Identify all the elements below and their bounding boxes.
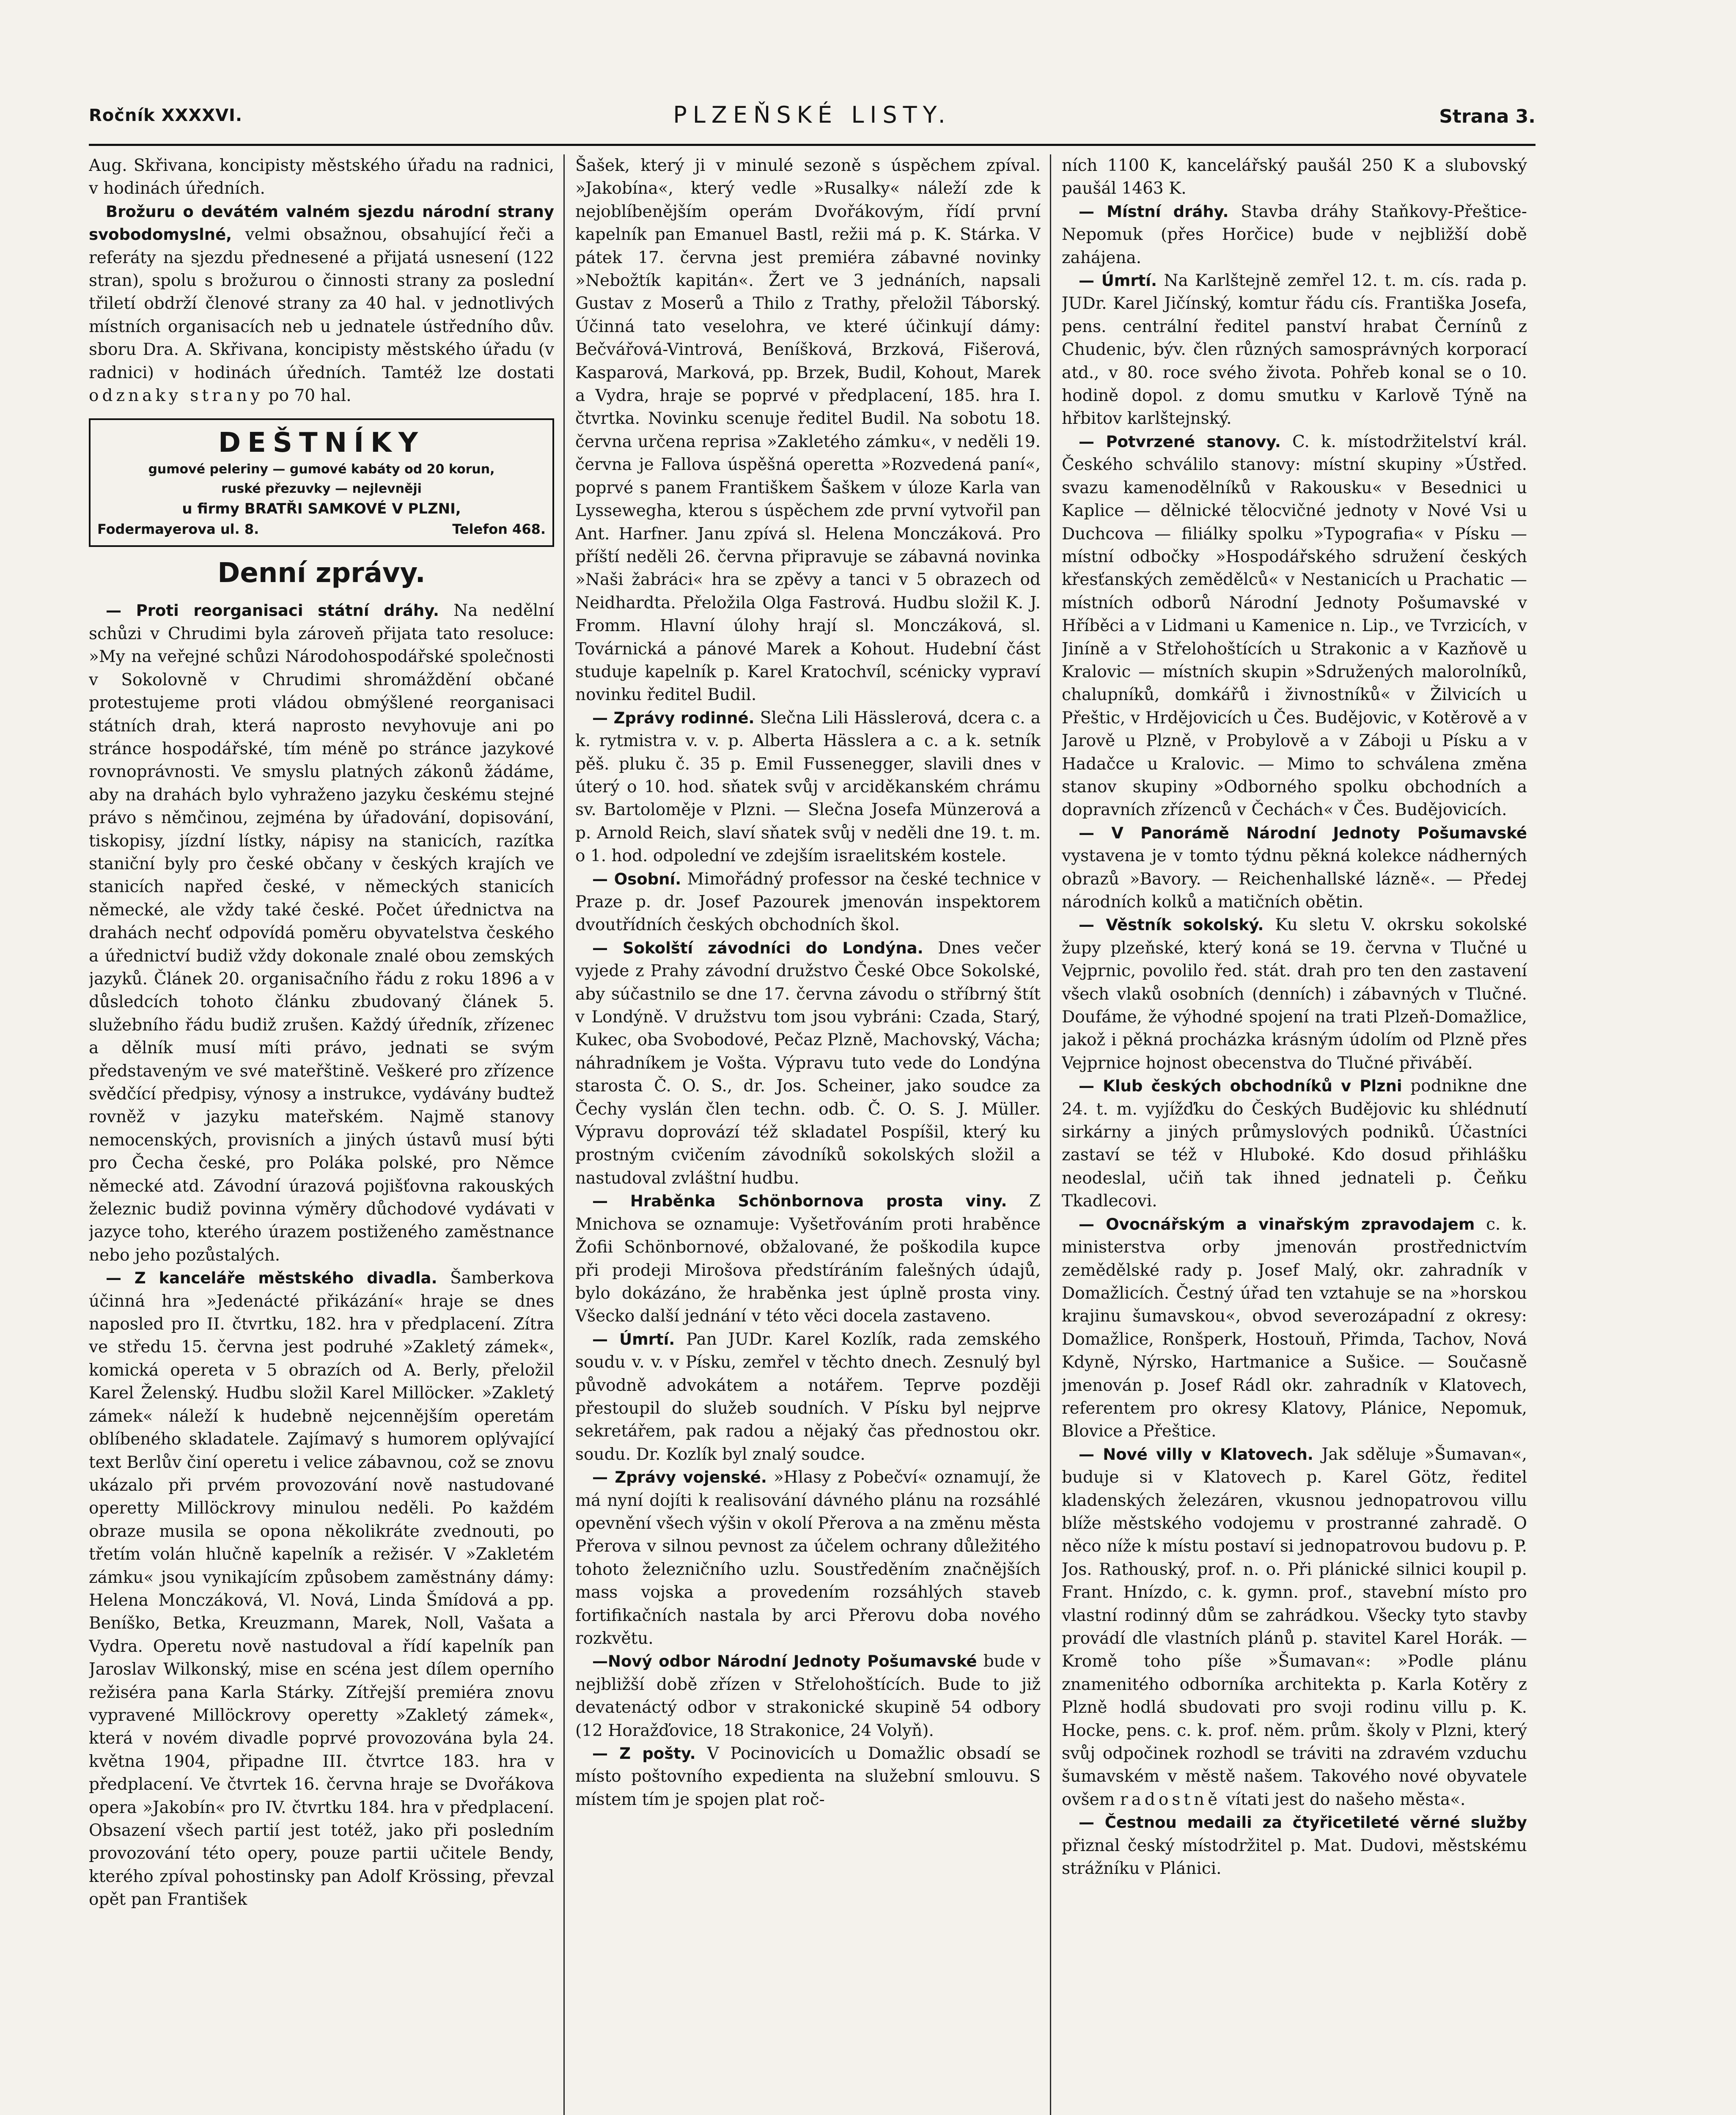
news-item [1062,914,1527,1075]
page-header [89,102,1535,146]
article-body: velmi obsažnou, obsahující řeči a referáty na sjezdu přednesené a přijatá usnesení (122 stran), spolu s brožurou o činnosti strany za poslední třiletí obdrží členové strany za 40 hal. v jednotlivých místních organisacích neb u jednatele ústředního dův. sboru Dra. A. Skřivana, koncipisty městského úřadu (v radnici) v hodinách úředních. Tamtéž lze dostati [89,225,554,382]
ad-address: Fodermayerova ul. 8. [97,521,259,538]
column-divider-2 [1050,154,1051,2115]
news-item [575,707,1041,868]
news-item [575,1650,1041,1742]
news-body: Slečna Lili Hässlerová, dcera c. a k. rytmistra v. v. p. Alberta Hässlera a c. a k. setník pěš. pluku č. 35 p. Emil Fussenegger, slavili dnes v úterý o 10. hod. sňatek svůj v arciděkanském chrámu sv. Bartoloměje v Plzni. — Slečna Josefa Münzerová a p. Arnold Reich, slaví sňatek svůj v neděli dne 19. t. m. o 1. hod. odpolední ve zdejším israelitském kostele. [575,708,1041,866]
news-heading: — Z pošty. [592,1744,696,1763]
news-body: Pan JUDr. Karel Kozlík, rada zemského soudu v. v. v Písku, zemřel v těchto dnech. Zesnulý byl původně advokátem a notářem. Teprve později přestoupil do služeb soudních. V Písku byl nejprve sekretářem, pak radou a nějaký čas přednostou okr. soudu. Dr. Kozlík byl znalý soudce. [575,1329,1041,1464]
news-body: Z Mnichova se oznamuje: Vyšetřováním proti hraběnce Žofii Schönbornové, obžalované, že poškodila kupce při prodeji Mirošova předstíráním falešných údajů, bylo dokázáno, že hraběnka jest úplně prosta viny. Všecko další jednání v této věci docela zastaveno. [575,1192,1041,1326]
news-body: Na nedělní schůzi v Chrudimi byla zároveň přijata tato resoluce: »My na veřejné schůzi Národohospodářské společnosti v Sokolovně v Chrudimi shromáždění občané protestujeme proti vládou obmýšlené reorganisaci státních drah, která naprosto nevyhovuje ani po stránce hospodářské, tím méně po stránce jazykové rovnoprávnosti. Ve smyslu platných zákonů žádáme, aby na drahách bylo vyhraženo jazyku českému stejné právo s němčinou, zejména by úřadování, dopisování, tiskopisy, jízdní lístky, nápisy na stanicích, razítka staniční byly pro české občany v českých krajích ve stanicích napřed české, v německých stanicích německé, ale vždy také české. Počet úřednictva na drahách nechť odpovídá poměru obyvatelstva českého a úřednictví budiž vždy dokonale znalé obou zemských jazyků. Článek 20. organisačního řádu z roku 1896 a v důsledcích tohoto článku zbudovaný článek 5. služebního řádu budiž zrušen. Každý úředník, zřízenec a dělník musí míti právo, jednati se svým představeným ve své mateřštině. Veškeré pro zřízence svědčící předpisy, výnosy a instrukce, vydávány budtež rovněž v jazyku mateřském. Najmě stanovy nemocenských, provisních a jiných ústavů musí býti pro Čecha české, pro Poláka polské, pro Němce německé atd. Závodní úrazová pojišťovna rakouských železnic budiž povinna výměry důchodové vydávati v jazyce toho, kterého úrazem postiženého zaměstnance nebo jeho pozůstalých. [89,601,554,1265]
ad-title: DEŠTNÍKY [218,427,425,459]
news-item [1062,201,1527,269]
article-brochure [89,201,554,408]
news-item [1062,1811,1527,1880]
volume-label: Ročník XXXXVI. [89,106,243,125]
news-body: Jak sděluje »Šumavan«, buduje si v Klatovech p. Karel Götz, ředitel kladenských železáren, vkusnou jednopatrovou villu blíže městského vodojemu v prostranné zahradě. O něco níže k místu postaví si jednopatrovou budovu p. P. Jos. Rathouský, prof. n. o. Při plánické silnici koupil p. Frant. Hnízdo, c. k. gymn. prof., stavební místo pro vlastní rodinný dům se zahrádkou. Všecky tyto stavby provádí dle vlastních plánů p. stavitel Karel Horák. — Kromě toho píše »Šumavan«: »Podle plánu znamenitého odborníka architekta p. Karla Kotěry z Plzně hodlá sbudovati pro svoji rodinu villu p. K. Hocke, pens. c. k. prof. něm. prům. školy v Plzni, který svůj odpočinek rozhodl se tráviti na zdravém vzduchu šumavském v městě našem. Takového nové obyvatele ovšem [1062,1445,1527,1809]
news-item [1062,1075,1527,1213]
news-heading: — Zprávy rodinné. [592,709,755,727]
news-body: přiznal český místodržitel p. Mat. Dudovi, městskému strážníku v Plánici. [1062,1836,1527,1879]
news-item [1062,822,1527,914]
news-body: »Hlasy z Pobečví« oznamují, že má nyní dojíti k realisování dávného plánu na rozsáhlé opevnění všech výšin v okolí Přerova a na změnu města Přerova v silnou pevnost za účelem ochrany důležitého tohoto železničního uzlu. Soustředěním značnějších mass vojska a provedením rozsáhlých staveb fortifikačních nastala by arci Přerovu doba nového rozkvětu. [575,1468,1041,1648]
column-divider-1 [563,154,565,2115]
spaced-text: odznaky strany [89,386,264,406]
news-item [575,937,1041,1190]
news-item [575,1190,1041,1328]
news-heading: — Nové villy v Klatovech. [1079,1445,1313,1464]
column-3 [1062,154,1527,2115]
news-body: vystavena je v tomto týdnu pěkná kolekce nádherných obrazů »Bavory. — Reichenhallské lázně«. — Předej národních kolků a matičních obětin. [1062,846,1527,912]
article-continuation: Šašek, který ji v minulé sezoně s úspěchem zpíval. »Jakobína«, který vedle »Rusalky« náleží zde k nejoblíbenějším operám Dvořákovým, řídí první kapelník pan Emanuel Bastl, režii má p. K. Stárka. V pátek 17. června jest premiéra zábavné novinky »Nebožtík kapitán«. Žert ve 3 jednáních, napsali Gustav z Moserů a Thilo z Trathy, přeložil Táborský. Účinná tato veselohra, ve které účinkují dámy: Bečvářová-Vintrová, Beníšková, Brzková, Fišerová, Kasparová, Marková, pp. Brzek, Budil, Kohout, Marek a Vydra, hraje se poprvé v předplacení, 185. hra I. čtvrtka. Novinku scenuje ředitel Budil. Na sobotu 18. června určena reprisa »Zakletého zámku«, v neděli 19. června je Fallova úspěšná operetta »Rozvedená paní«, poprvé s panem Františkem Šaškem v úloze Karla van Lyssewegha, kterou s úspěchem zde první vytvořil pan Ant. Harfner. Janu zpívá sl. Helena Monczáková. Pro příští neděli 26. června připravuje se zábavná novinka »Naši žabráci« hra se zpěvy a tanci v 5 obrazech od Neidhardta. Přeložila Olga Fastrová. Hudbu složil K. J. Fromm. Hlavní úlohy hrají sl. Monczáková, sl. Továrnická a pánové Marek a Kohout. Hudební část studuje kapelník p. Karel Kratochvíl, scénicky vypraví novinku ředitel Budil. [575,156,1041,705]
news-heading: — Místní dráhy. [1079,202,1229,221]
ad-line: ruské přezuvky — nejlevněji [221,481,422,497]
ad-contact [97,519,546,539]
news-item [1062,431,1527,822]
news-item [89,599,554,1267]
ad-line: gumové peleriny — gumové kabáty od 20 korun, [148,462,495,477]
news-heading: — Klub českých obchodníků v Plzni [1079,1077,1402,1096]
news-body: C. k. místodržitelství král. Českého schválilo stanovy: místní skupiny »Ústřed. svazu kamenodělníků v Rakousku« v Besednici u Kaplice — dělnické tělocvičné jednoty v Nové Vsi u Duchcova — filiálky spolku »Typografia« v Písku — místní odbočky »Hospodářského sdružení českých křesťanských zemědělců« v Nestanicích u Prachatic — místních odborů Národní Jednoty Pošumavské v Hříběci a v Lidmani u Kamenice n. Lip., ve Tvrzicích, v Jiníně a v Střelohoštících u Strakonic a v Kazňově u Kralovic — místních skupin »Sdružených malorolníků, chalupníků, domkářů i živnostníků« v Žilvicích u Přeštic, v Hrdějovicích u Čes. Budějovic, v Kotěrově a v Jarově u Plzně, v Probylově a v Záboji u Písku a v Hadačce u Kralovic. — Mimo to schválena změna stanov skupiny »Odborného spolku obchodních a dopravních zřízenců v Čechách« v Čes. Budějovicích. [1062,432,1527,820]
news-heading: — Úmrtí. [1079,272,1157,290]
spaced-text: radostně [1120,1790,1221,1809]
news-heading: —Nový odbor Národní Jednoty Pošumavské [592,1652,977,1671]
newspaper-page [89,102,1535,2115]
news-body: Stavba dráhy Staňkovy-Přeštice-Nepomuk (přes Horčice) bude v nejbližší době zahájena. [1062,202,1527,267]
news-body-end: vítati jest do našeho města«. [1226,1790,1466,1809]
news-body: Na Karlštejně zemřel 12. t. m. cís. rada p. JUDr. Karel Jičínský, komtur řádu cís. Františka Josefa, pens. centrální ředitel panství hrabat Černínů z Chudenic, býv. člen různých samosprávných korporací atd., v 80. roce svého života. Pohřeb konal se o 10. hodině dopol. z domu smutku v Karlově Týně na hřbitov karlštejnský. [1062,271,1527,428]
news-heading: — V Panorámě Národní Jednoty Pošumavské [1079,824,1527,842]
article-continuation: Aug. Skřivana, koncipisty městského úřadu na radnici, v hodinách úředních. [89,156,554,198]
news-body: Mimořádný professor na české technice v Praze p. dr. Josef Pazourek jmenován inspektorem dvoutřídních českých obchodních škol. [575,869,1041,935]
advertisement-umbrellas [89,418,554,547]
header-rule [89,144,1535,146]
news-heading: — Věstník sokolský. [1079,916,1264,934]
article-heading: Brožuru o devátém valném sjezdu národní strany svobodomyslné, [89,202,554,244]
news-item [89,1267,554,1911]
news-heading: — Z kanceláře městského divadla. [106,1269,437,1288]
news-heading: — Potvrzené stanovy. [1079,432,1281,451]
article-continuation: ních 1100 K, kancelářský paušál 250 K a slubovský paušál 1463 K. [1062,156,1527,198]
news-item [1062,1443,1527,1812]
news-heading: — Ovocnářským a vinařským zpravodajem [1079,1215,1475,1233]
news-body: Šamberkova účinná hra »Jedenácté přikázání« hraje se dnes naposled pro II. čtvrtku, 182. hra v předplacení. Zítra ve středu 15. června jest podruhé »Zakletý zámek«, komická opereta v 5 obrazích od A. Berly, přeložil Karel Želenský. Hudbu složil Karel Millöcker. »Zakletý zámek« náleží k hudebně nejcennějším operetám oblíbeného skladatele. Zajímavý s humorem oplývající text Berlův činí operetu i velice zábavnou, což se znovu ukázalo při prvém provozování nově nastudované operetty Millöckrovy minulou neděli. Po každém obraze musila se opona několikráte zvednouti, po třetím volán hlučně kapelník a režisér. V »Zakletém zámku« jsou vynikajícím způsobem zaměstnány dámy: Helena Monczáková, Vl. Nová, Linda Šmídová a pp. Beníško, Betka, Kreuzmann, Marek, Noll, Vašata a Vydra. Operetu nově nastudoval a řídí kapelník pan Jaroslav Wilkonský, mise en scéna jest dílem operního režiséra pana Karla Stárky. Zítřejší premiéra znovu vypravené Millöckrovy operetty »Zakletý zámek«, která v novém divadle poprvé provozována byla 24. května 1904, připadne III. čtvrtce 183. hra v předplacení. Ve čtvrtek 16. června hraje se Dvořákova opera »Jakobín« pro IV. čtvrtku 184. hra v předplacení. Obsazení všech partií jest totéž, jako při posledním provozování této opery, pouze partii učitele Bendy, kterého zpíval pohostinsky pan Adolf Krössing, převzal opět pan František [89,1269,554,1909]
news-body: Dnes večer vyjede z Prahy závodní družstvo České Obce Sokolské, aby súčastnilo se dne 17. června závodu o stříbrný štít v Londýně. V družstvu tom jsou vybráni: Czada, Starý, Kukec, oba Svobodové, Pečaz Plzně, Machovský, Vácha; náhradníkem je Vošta. Výpravu tuto vede do Londýna starosta Č. O. S., dr. Jos. Scheiner, jako soudce za Čechy vyslán člen techn. odb. Č. O. S. J. Müller. Výpravu doprovází též skladatel Pospíšil, který ku prostným cvičením závodníků sokolských složil a nastudoval zvláštní hudbu. [575,938,1041,1188]
news-item [575,1742,1041,1811]
news-body: bude v nejbližší době zřízen v Střelohoštících. Bude to již devatenáctý odbor v strakonické skupině 54 odbory (12 Horažďovice, 18 Strakonice, 24 Volyň). [575,1652,1041,1740]
news-heading: — Proti reorganisaci státní dráhy. [106,602,439,620]
news-heading: — Čestnou medaili za čtyřicetileté věrné služby [1079,1813,1527,1832]
ad-firm: u firmy BRATŘI SAMKOVÉ V PLZNI, [182,500,461,518]
news-item [575,1328,1041,1466]
news-heading: — Osobní. [592,870,681,888]
news-item [575,1466,1041,1650]
news-heading: — Úmrtí. [592,1330,675,1349]
page-number: Strana 3. [1439,106,1535,127]
news-item [575,868,1041,937]
news-heading: — Zprávy vojenské. [592,1468,767,1487]
news-heading: — Sokolští závodníci do Londýna. [592,939,923,957]
news-body: c. k. ministerstva orby jmenován prostřednictvím zemědělské rady p. Josef Malý, okr. zahradník v Domažlicích. Čestný úřad ten vztahuje se na »horskou krajinu šumavskou«, obvod severozápadní z okresy: Domažlice, Ronšperk, Hostouň, Přimda, Tachov, Nová Kdyně, Nýrsko, Hartmanice a Sušice. — Současně jmenován p. Josef Rádl okr. zahradník v Klatovech, referentem pro okresy Klatovy, Plánice, Nepomuk, Blovice a Přeštice. [1062,1214,1527,1441]
news-body: Ku sletu V. okrsku sokolské župy plzeňské, který koná se 19. června v Tlučné u Vejprnic, povolilo řed. stát. drah pro ten den zastavení všech vlaků osobních (denních) i zábavných v Tlučné. Doufáme, že výhodné spojení na trati Plzeň-Domažlice, jakož i pěkná procházka krásným údolím od Plzně přes Vejprnice hojnost obecenstva do Tlučné přiváběí. [1062,915,1527,1073]
column-2 [575,154,1041,2115]
section-title: Denní zprávy. [217,558,426,589]
news-body: podnikne dne 24. t. m. vyjížďku do Českých Budějovic ku shlédnutí sirkárny a jiných průmyslových podniků. Účastníci zastaví se též v Hluboké. Kdo dosud přihlášku neodeslal, učiň tak ihned jednateli p. Čeňku Tkadlecovi. [1062,1077,1527,1211]
column-1 [89,154,554,2115]
news-item [1062,269,1527,431]
news-heading: — Hraběnka Schönbornova prosta viny. [592,1192,1007,1211]
news-item [1062,1213,1527,1443]
news-body: V Pocinovicích u Domažlic obsadí se místo poštovního expedienta na služební smlouvu. S místem tím je spojen plat roč- [575,1744,1041,1809]
ad-phone: Telefon 468. [452,521,546,538]
article-body-end: po 70 hal. [268,386,352,406]
masthead-title: PLZEŇSKÉ LISTY. [673,102,951,128]
